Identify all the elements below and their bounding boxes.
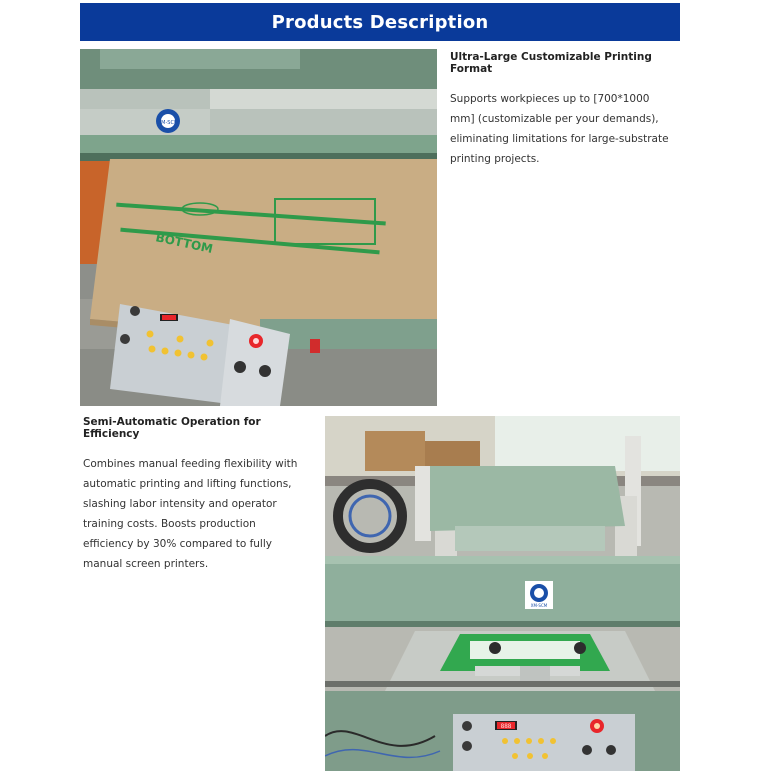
feature-heading: Ultra-Large Customizable Printing Format — [450, 51, 652, 75]
feature-heading: Semi-Automatic Operation for Efficiency — [83, 416, 261, 440]
feature-large-format — [450, 51, 675, 169]
product-photo-semi-automatic — [325, 416, 680, 771]
cardboard-print-text: BOTTOM — [154, 230, 215, 257]
feature-body: Supports workpieces up to [700*1000 mm] (customizable per your demands), eliminating limitations for large-substrate printing projects. — [450, 93, 669, 165]
machine-logo-text: XM-SCM — [157, 120, 179, 126]
panel-display: 888 — [500, 723, 512, 730]
product-photo-large-format — [80, 49, 437, 406]
printer-illustration-2 — [325, 416, 680, 771]
section-banner — [80, 3, 680, 41]
banner-title: Products Description — [271, 11, 489, 33]
feature-body: Combines manual feeding flexibility with automatic printing and lifting functions, slashing labor intensity and operator training costs. Boosts production efficiency by 30% compared to fully manual screen printers. — [83, 458, 298, 570]
machine-logo-text: XM-SCM — [530, 603, 548, 608]
printer-illustration-1 — [80, 49, 437, 406]
feature-semi-automatic — [83, 416, 308, 574]
